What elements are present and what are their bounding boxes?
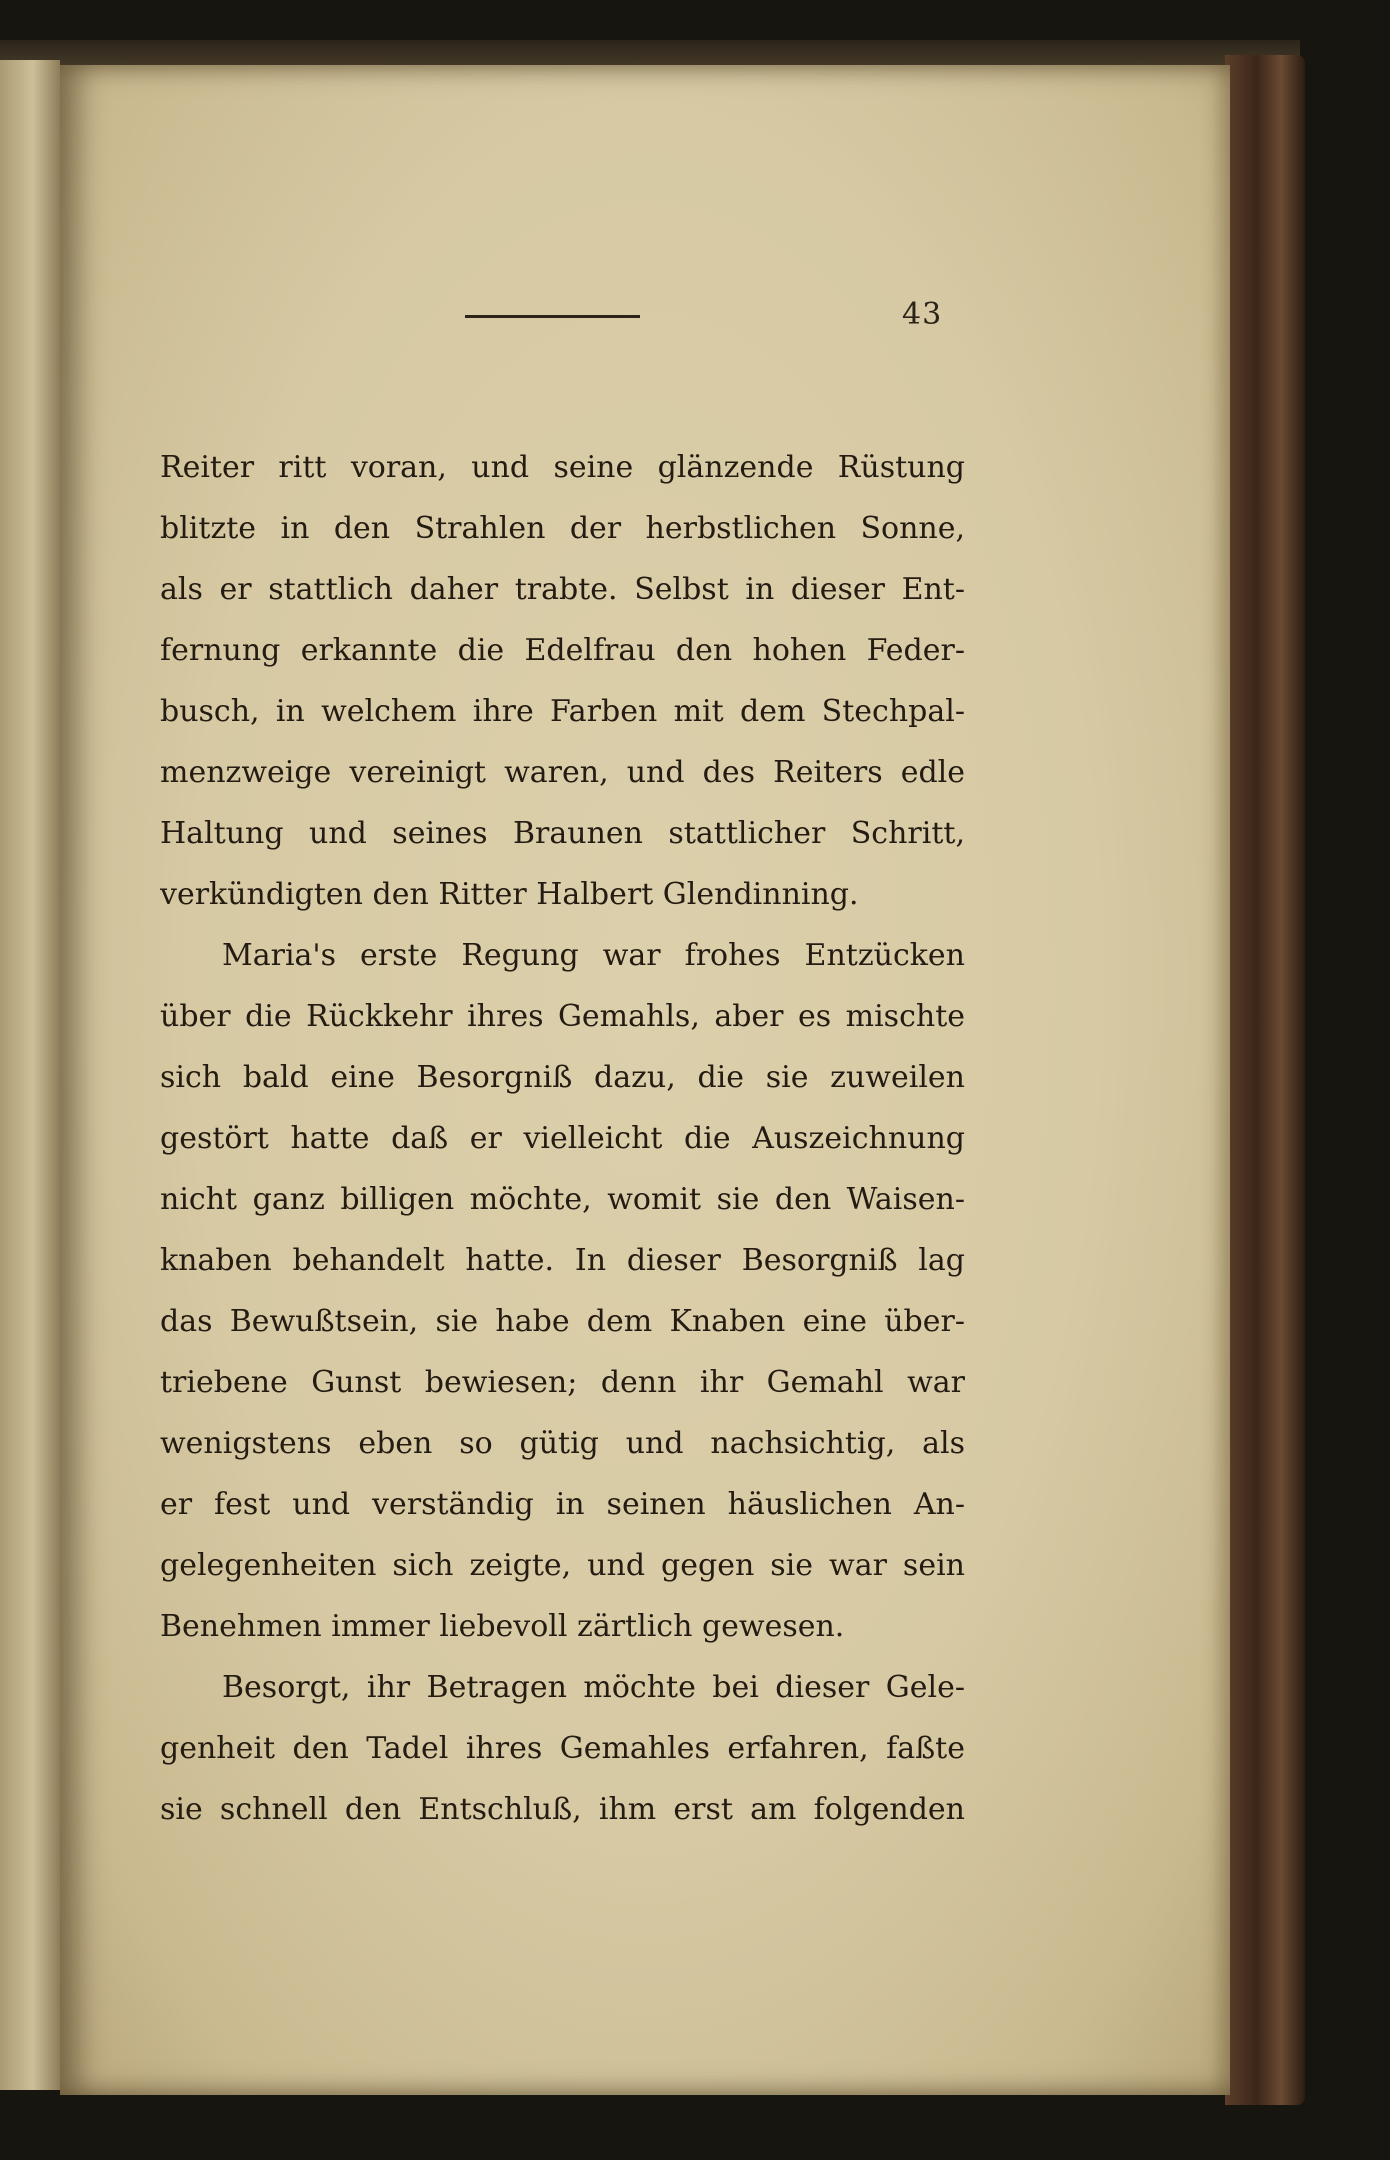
text-line: sich bald eine Besorgniß dazu, die sie zuweilen: [160, 1060, 965, 1095]
text-line: menzweige vereinigt waren, und des Reiters edle: [160, 755, 965, 790]
text-line: busch, in welchem ihre Farben mit dem Stechpal-: [160, 694, 965, 729]
text-line: blitzte in den Strahlen der herbstlichen Sonne,: [160, 511, 965, 546]
text-line: er fest und verständig in seinen häuslichen An-: [160, 1487, 965, 1522]
previous-page-edge: [0, 60, 60, 2090]
body-text: [160, 437, 965, 1840]
text-line: triebene Gunst bewiesen; denn ihr Gemahl war: [160, 1365, 965, 1400]
header-rule: [465, 315, 640, 318]
text-line: Besorgt, ihr Betragen möchte bei dieser Gele-: [222, 1670, 965, 1705]
text-line: gestört hatte daß er vielleicht die Auszeichnung: [160, 1121, 965, 1156]
text-line: über die Rückkehr ihres Gemahls, aber es mischte: [160, 999, 965, 1034]
page-number: 43: [902, 297, 943, 332]
text-line: verkündigten den Ritter Halbert Glendinning.: [160, 877, 859, 912]
text-line: das Bewußtsein, sie habe dem Knaben eine über-: [160, 1304, 965, 1339]
text-line: sie schnell den Entschluß, ihm erst am folgenden: [160, 1792, 965, 1827]
text-line: wenigstens eben so gütig und nachsichtig, als: [160, 1426, 965, 1461]
book-cover-right-edge: [1225, 55, 1305, 2105]
text-line: Benehmen immer liebevoll zärtlich gewesen.: [160, 1609, 845, 1644]
text-line: nicht ganz billigen möchte, womit sie den Waisen-: [160, 1182, 965, 1217]
text-line: genheit den Tadel ihres Gemahles erfahren, faßte: [160, 1731, 965, 1766]
text-line: als er stattlich daher trabte. Selbst in dieser Ent-: [160, 572, 965, 607]
book-page: [60, 65, 1230, 2095]
text-line: Maria's erste Regung war frohes Entzücken: [222, 938, 965, 973]
text-line: Haltung und seines Braunen stattlicher Schritt,: [160, 816, 965, 851]
text-line: gelegenheiten sich zeigte, und gegen sie war sein: [160, 1548, 965, 1583]
text-line: knaben behandelt hatte. In dieser Besorgniß lag: [160, 1243, 965, 1278]
text-line: fernung erkannte die Edelfrau den hohen Feder-: [160, 633, 965, 668]
text-line: Reiter ritt voran, und seine glänzende Rüstung: [160, 450, 965, 485]
book-cover-top-edge: [0, 40, 1300, 68]
